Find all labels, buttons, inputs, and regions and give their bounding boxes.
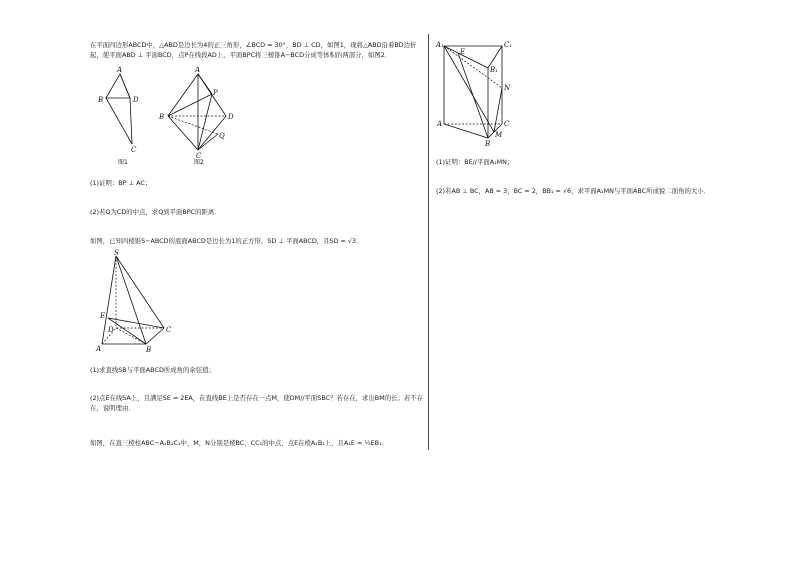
fig3-label-b: B: [146, 346, 152, 354]
problem1-part2: (2)若Q为CD的中点，求Q到平面BPC的距离．: [90, 208, 221, 216]
fig2-label-p: P: [213, 89, 218, 97]
fig3-label-d: D: [108, 326, 114, 334]
fig2-label-d: D: [228, 113, 234, 121]
fig1-label-c: C: [131, 146, 137, 154]
fig3-label-a: A: [96, 345, 102, 353]
fig4-label-c1: C₁: [504, 41, 513, 49]
fig4-label-a: A: [437, 120, 443, 128]
figure-3: [94, 248, 184, 356]
fig2-caption: 图2: [194, 159, 204, 166]
problem3-part1: (1)证明：BE//平面A₁MN；: [436, 158, 514, 166]
fig2-label-b: B: [159, 113, 165, 121]
fig4-label-n: N: [504, 84, 511, 92]
fig2-label-q: Q: [219, 132, 225, 140]
fig1-caption: 图1: [118, 159, 128, 166]
problem1-statement: 在平面四边形ABCD中，△ABD是边长为4的正三角形，∠BCD = 30°，BD ⊥ CD，如图1，现将△ABD沿着BD边折起，使平面ABD ⊥ 平面BCD，点P在线段AD上，平面BPC将三棱锥A−BCD分成等体积的两部分，如图2．: [90, 41, 417, 59]
fig3-label-s: S: [114, 249, 119, 257]
problem2-part1: (1)求直线SB与平面ABCD所成角的余弦值；: [90, 366, 215, 374]
figure-1: [90, 66, 150, 166]
fig3-label-c: C: [166, 326, 172, 334]
problem3-statement: 如图，在直三棱柱ABC−A₁B₁C₁中，M，N分别是棱BC，CC₁的中点，点E在棱A₁B₁上，且A₁E = ½EB₁．: [90, 439, 388, 447]
problem1-part1: (1)证明：BP ⊥ AC；: [90, 179, 152, 187]
fig1-label-a: A: [117, 66, 123, 74]
fig4-label-b1: B₁: [490, 66, 498, 74]
fig4-label-b: B: [485, 140, 491, 148]
problem2-part2: (2)点E在线SA上，且满足SE = 2EA，在直线BE上是否存在一点M，使DM//平面SBC？若存在，求出BM的长；若不存在，说明理由．: [90, 394, 424, 412]
fig3-label-e: E: [100, 312, 106, 320]
fig4-label-c: C: [504, 120, 510, 128]
figure-4: [434, 38, 524, 150]
column-divider: [428, 34, 429, 450]
fig2-label-a: A: [195, 66, 201, 74]
fig1-label-d: D: [133, 96, 139, 104]
figure-2: [156, 64, 240, 168]
fig2-label-c: C: [196, 152, 202, 160]
fig1-label-b: B: [98, 96, 104, 104]
fig4-label-e: E: [460, 48, 466, 56]
problem3-part2: (2)若AB ⊥ BC，AB = 3，BC = 2，BB₁ = √6，求平面A₁MN与平面ABC所成锐二面角的大小．: [436, 187, 711, 195]
fig4-label-a1: A₁: [436, 41, 444, 49]
fig4-label-m: M: [495, 131, 503, 139]
problem2-statement: 如图，已知四棱锥S−ABCD的底面ABCD是边长为1的正方形，SD ⊥ 平面ABCD，且SD = √3．: [90, 237, 363, 245]
